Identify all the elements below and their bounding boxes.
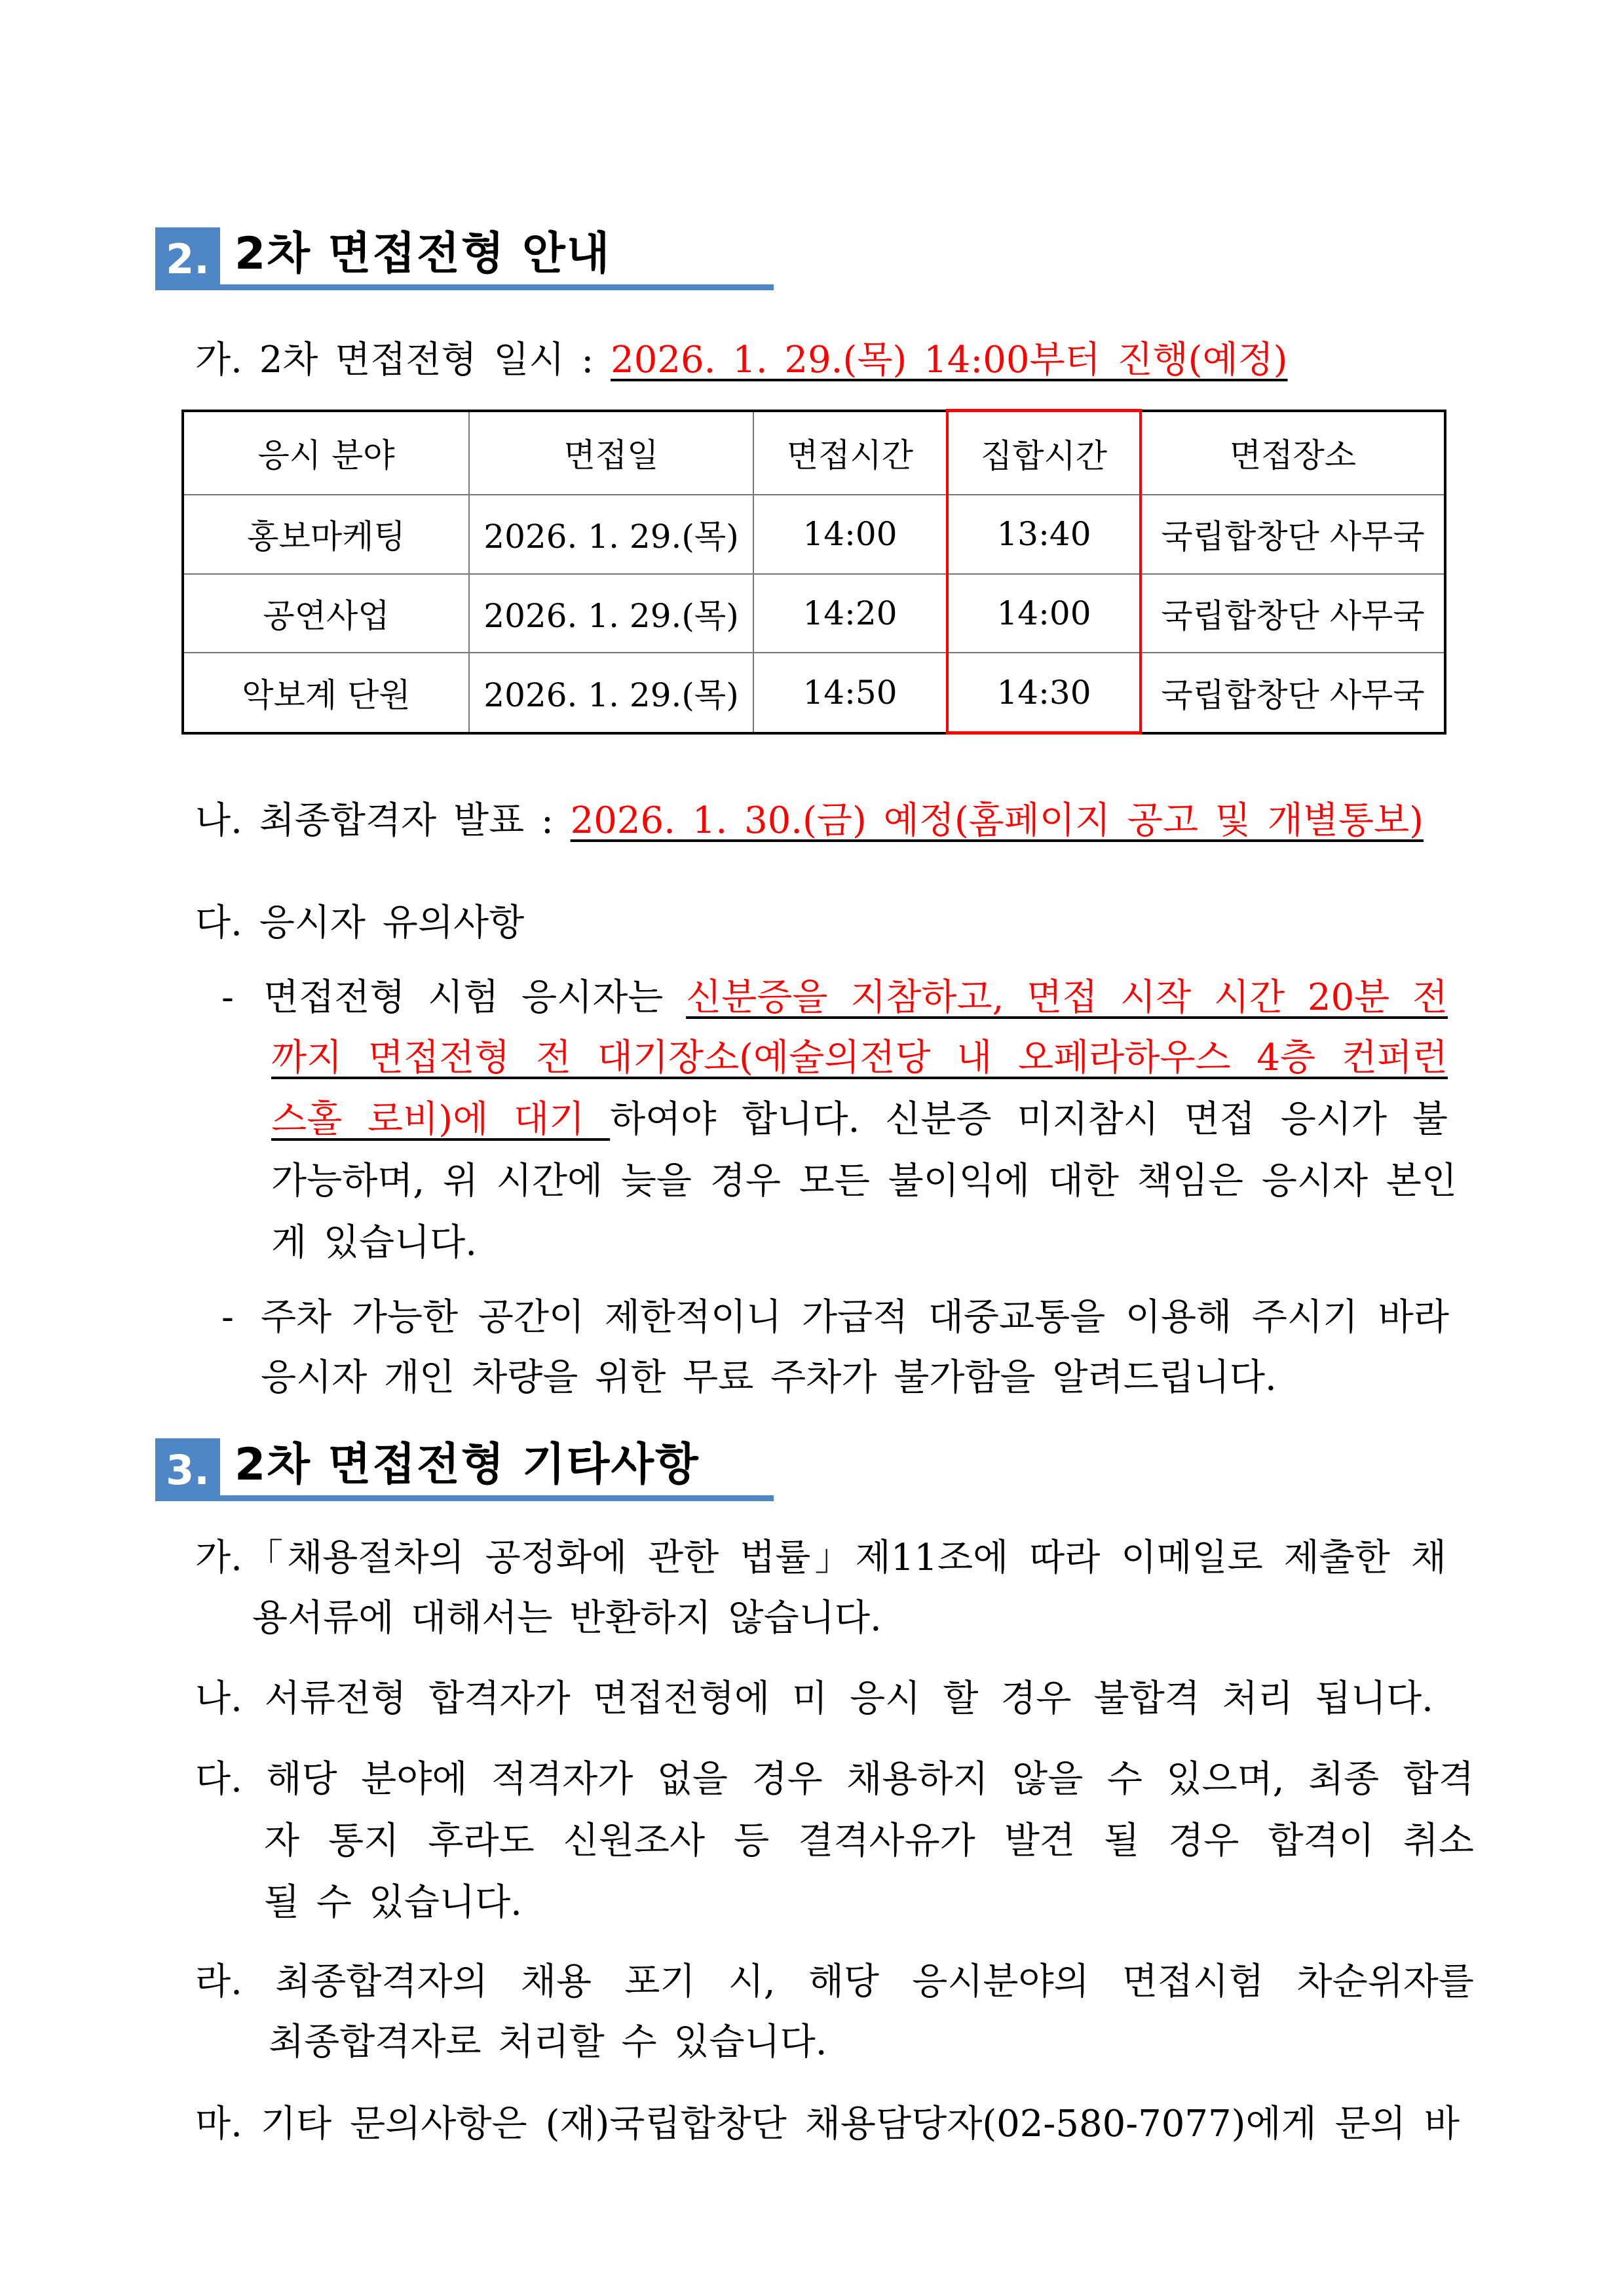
item-da-line-3: 될 수 있습니다. bbox=[264, 1881, 522, 1924]
bullet-dash: - bbox=[221, 1296, 234, 1339]
interview-table bbox=[181, 409, 1446, 735]
item-ra-line-1: 라. 최종합격자의 채용 포기 시, 해당 응시분야의 면접시험 차순위자를 bbox=[195, 1961, 1474, 2003]
header-interview-time: 면접시간 bbox=[753, 411, 947, 495]
notice-line-3 bbox=[271, 1094, 1448, 1146]
cell-field: 공연사업 bbox=[183, 574, 469, 653]
item-ma-line-1: 마. 기타 문의사항은 (재)국립합창단 채용담당자(02-580-7077)에게 문의 바 bbox=[195, 2103, 1460, 2145]
cell-field: 홍보마케팅 bbox=[183, 495, 469, 574]
emphasis-text: 까지 면접전형 전 대기장소(예술의전당 내 오페라하우스 4층 컨퍼런 bbox=[271, 1037, 1448, 1079]
final-announcement-line bbox=[195, 795, 1424, 847]
cell-interview-time: 14:50 bbox=[753, 653, 947, 733]
section-3-number: 3. bbox=[155, 1438, 220, 1501]
table-row bbox=[183, 495, 1445, 574]
item-da-line-1: 다. 해당 분야에 적격자가 없을 경우 채용하지 않을 수 있으며, 최종 합격 bbox=[195, 1758, 1474, 1801]
cell-date: 2026. 1. 29.(목) bbox=[469, 574, 753, 653]
section-2-title: 2차 면접전형 안내 bbox=[235, 228, 611, 280]
header-location: 면접장소 bbox=[1141, 411, 1445, 495]
section-3-title: 2차 면접전형 기타사항 bbox=[235, 1439, 700, 1491]
notice-line-2 bbox=[271, 1032, 1448, 1084]
cell-gather-time: 14:30 bbox=[947, 653, 1141, 733]
emphasis-text: 스홀 로비)에 대기 bbox=[271, 1098, 611, 1141]
table-header-row bbox=[183, 411, 1445, 495]
cell-gather-time: 14:00 bbox=[947, 574, 1141, 653]
cell-field: 악보계 단원 bbox=[183, 653, 469, 733]
header-field: 응시 분야 bbox=[183, 411, 469, 495]
notice-line-1 bbox=[263, 972, 1448, 1024]
text: 하여야 합니다. 신분증 미지참시 면접 응시가 불 bbox=[610, 1098, 1448, 1141]
item-ga-line-2: 용서류에 대해서는 반환하지 않습니다. bbox=[252, 1597, 882, 1639]
cell-location: 국립합창단 사무국 bbox=[1141, 653, 1445, 733]
notice-line-5: 게 있습니다. bbox=[271, 1221, 478, 1264]
item-da-line-2: 자 통지 후라도 신원조사 등 결격사유가 발견 될 경우 합격이 취소 bbox=[264, 1820, 1474, 1862]
item-ga-line-1: 가.「채용절차의 공정화에 관한 법률」제11조에 따라 이메일로 제출한 채 bbox=[195, 1537, 1446, 1579]
cell-gather-time: 13:40 bbox=[947, 495, 1141, 574]
cell-date: 2026. 1. 29.(목) bbox=[469, 653, 753, 733]
cell-location: 국립합창단 사무국 bbox=[1141, 574, 1445, 653]
item-na-line-1: 나. 서류전형 합격자가 면접전형에 미 응시 할 경우 불합격 처리 됩니다. bbox=[195, 1677, 1433, 1720]
table-row bbox=[183, 653, 1445, 733]
header-gather-time: 집합시간 bbox=[947, 411, 1141, 495]
cell-interview-time: 14:00 bbox=[753, 495, 947, 574]
table-row bbox=[183, 574, 1445, 653]
schedule-label: 가. 2차 면접전형 일시 : bbox=[195, 339, 611, 381]
item-ra-line-2: 최종합격자로 처리할 수 있습니다. bbox=[269, 2021, 827, 2063]
parking-line-2: 응시자 개인 차량을 위한 무료 주차가 불가함을 알려드립니다. bbox=[261, 1356, 1277, 1399]
announcement-value: 2026. 1. 30.(금) 예정(홈페이지 공고 및 개별통보) bbox=[570, 799, 1424, 842]
interview-schedule-line bbox=[195, 334, 1288, 387]
cell-date: 2026. 1. 29.(목) bbox=[469, 495, 753, 574]
parking-line-1: 주차 가능한 공간이 제한적이니 가급적 대중교통을 이용해 주시기 바라 bbox=[261, 1296, 1449, 1339]
cell-interview-time: 14:20 bbox=[753, 574, 947, 653]
announcement-label: 나. 최종합격자 발표 : bbox=[195, 799, 571, 842]
cell-location: 국립합창단 사무국 bbox=[1141, 495, 1445, 574]
schedule-value: 2026. 1. 29.(목) 14:00부터 진행(예정) bbox=[611, 339, 1288, 381]
emphasis-text: 신분증을 지참하고, 면접 시작 시간 20분 전 bbox=[686, 976, 1448, 1019]
text: 면접전형 시험 응시자는 bbox=[263, 976, 687, 1019]
section-2-number: 2. bbox=[155, 227, 220, 290]
bullet-dash: - bbox=[221, 976, 234, 1019]
header-date: 면접일 bbox=[469, 411, 753, 495]
notice-heading: 다. 응시자 유의사항 bbox=[195, 902, 525, 944]
notice-line-4: 가능하며, 위 시간에 늦을 경우 모든 불이익에 대한 책임은 응시자 본인 bbox=[271, 1160, 1457, 1202]
